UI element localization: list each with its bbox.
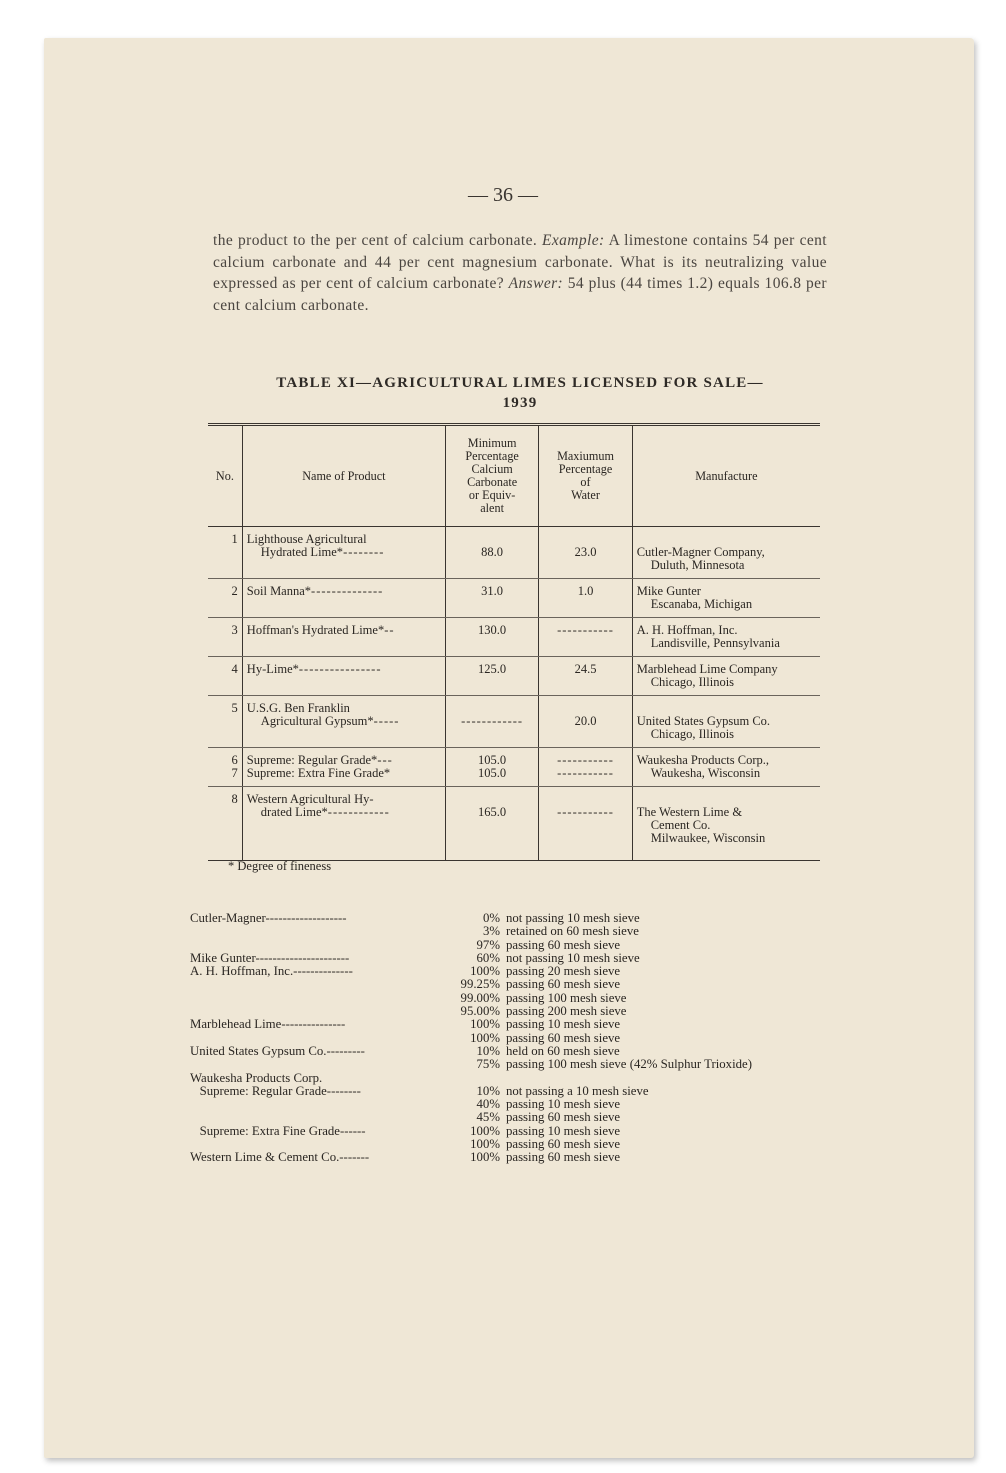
fineness-company bbox=[190, 992, 435, 1005]
table-title bbox=[205, 373, 835, 413]
manufacturer-line: Escanaba, Michigan bbox=[650, 597, 753, 611]
fineness-description: passing 60 mesh sieve bbox=[506, 1030, 621, 1045]
fineness-percent: 100% bbox=[470, 964, 500, 979]
fineness-company bbox=[190, 1032, 435, 1045]
row-calcium bbox=[445, 787, 538, 861]
manufacturer-line: Marblehead Lime Company bbox=[636, 662, 778, 676]
intro-paragraph bbox=[213, 230, 827, 316]
calcium-value: 125.0 bbox=[478, 662, 507, 676]
fineness-description: passing 10 mesh sieve bbox=[506, 1017, 621, 1032]
header-min-calcium bbox=[445, 425, 538, 527]
product-name-line: drated Lime*------------ bbox=[260, 805, 390, 819]
fineness-company: United States Gypsum Co.--------- bbox=[190, 1044, 365, 1058]
row-product-name bbox=[242, 696, 445, 748]
table-row bbox=[208, 657, 820, 696]
row-no-line: 6 bbox=[231, 753, 238, 767]
fineness-company bbox=[190, 939, 435, 952]
product-name-line: Western Agricultural Hy- bbox=[246, 792, 374, 806]
limes-table-container bbox=[208, 423, 820, 861]
fineness-row bbox=[190, 1032, 830, 1045]
fineness-percent: 100% bbox=[470, 1150, 500, 1165]
fineness-description: not passing a 10 mesh sieve bbox=[506, 1083, 649, 1098]
row-no-line: 7 bbox=[231, 766, 238, 780]
row-calcium bbox=[445, 657, 538, 696]
fineness-company bbox=[190, 978, 435, 991]
fineness-percent: 10% bbox=[476, 1043, 500, 1058]
product-name-line: Supreme: Extra Fine Grade* bbox=[246, 766, 391, 780]
calcium-value: 31.0 bbox=[481, 584, 504, 598]
fineness-company bbox=[190, 1098, 435, 1111]
row-product-name bbox=[242, 527, 445, 579]
fineness-percent: 45% bbox=[476, 1110, 500, 1125]
product-name-line: U.S.G. Ben Franklin bbox=[246, 701, 350, 715]
manufacturer-line: Mike Gunter bbox=[636, 584, 701, 598]
fineness-company bbox=[190, 1005, 435, 1018]
row-product-name bbox=[242, 579, 445, 618]
row-water bbox=[539, 527, 632, 579]
row-no: 1 bbox=[208, 527, 242, 579]
row-no: 8 bbox=[231, 792, 238, 806]
manufacturer-line: Milwaukee, Wisconsin bbox=[650, 831, 766, 845]
calcium-value: 105.0 bbox=[478, 766, 507, 780]
fineness-percent: 10% bbox=[476, 1083, 500, 1098]
fineness-row bbox=[190, 1151, 830, 1164]
calcium-value: 165.0 bbox=[478, 805, 507, 819]
fineness-description: retained on 60 mesh sieve bbox=[506, 924, 639, 939]
fineness-row bbox=[190, 1072, 830, 1085]
row-calcium bbox=[445, 527, 538, 579]
answer-label: Answer: bbox=[508, 275, 564, 292]
row-water bbox=[539, 657, 632, 696]
row-water bbox=[539, 579, 632, 618]
fineness-percent: 99.00% bbox=[460, 990, 500, 1005]
row-no: 5 bbox=[208, 696, 242, 748]
row-no bbox=[208, 748, 242, 787]
header-max-line: Percentage bbox=[558, 462, 613, 476]
row-no: 4 bbox=[208, 657, 242, 696]
fineness-description bbox=[500, 1072, 506, 1085]
fineness-row bbox=[190, 1018, 830, 1031]
row-manufacturer bbox=[632, 787, 820, 861]
fineness-percent: 100% bbox=[470, 1123, 500, 1138]
row-calcium bbox=[445, 579, 538, 618]
fineness-description: passing 60 mesh sieve bbox=[506, 937, 621, 952]
calcium-value: 130.0 bbox=[478, 623, 507, 637]
fineness-description: passing 20 mesh sieve bbox=[506, 964, 621, 979]
fineness-percent: 3% bbox=[482, 924, 500, 939]
table-title-line-2: 1939 bbox=[502, 395, 538, 411]
manufacturer-line: A. H. Hoffman, Inc. bbox=[636, 623, 738, 637]
fineness-company: Waukesha Products Corp. bbox=[190, 1071, 323, 1085]
product-name-line: Hy-Lime*---------------- bbox=[246, 662, 382, 676]
table-row bbox=[208, 579, 820, 618]
fineness-row bbox=[190, 1005, 830, 1018]
row-calcium bbox=[445, 618, 538, 657]
fineness-row bbox=[190, 992, 830, 1005]
fineness-row bbox=[190, 952, 830, 965]
intro-text-1: the product to the per cent of calcium carbonate. bbox=[213, 232, 538, 249]
table-header-row bbox=[208, 425, 820, 527]
row-manufacturer bbox=[632, 657, 820, 696]
fineness-row bbox=[190, 912, 830, 925]
product-name-line: Soil Manna*-------------- bbox=[246, 584, 384, 598]
row-manufacturer bbox=[632, 527, 820, 579]
fineness-row bbox=[190, 1045, 830, 1058]
fineness-percent: 100% bbox=[470, 1137, 500, 1152]
fineness-percent: 75% bbox=[476, 1057, 500, 1072]
fineness-row bbox=[190, 965, 830, 978]
fineness-description: passing 100 mesh sieve bbox=[506, 990, 627, 1005]
fineness-description: passing 200 mesh sieve bbox=[506, 1004, 627, 1019]
intro-text-3: 54 plus (44 times 1.2) equals 106.8 per cent calcium carbonate. bbox=[213, 275, 827, 314]
header-min-line: Calcium bbox=[471, 462, 513, 476]
header-min-line: Minimum bbox=[467, 436, 517, 450]
row-product-name bbox=[242, 787, 445, 861]
table-row bbox=[208, 696, 820, 748]
manufacturer-line: Waukesha Products Corp., bbox=[636, 753, 770, 767]
water-value: 20.0 bbox=[574, 714, 597, 728]
header-min-line: alent bbox=[480, 501, 504, 515]
manufacturer-line: Landisville, Pennsylvania bbox=[650, 636, 780, 650]
intro-text-2: A limestone contains 54 per cent calcium carbonate and 44 per cent magnesium carbonate. What is its neutralizing value expressed as per cent of calcium carbonate? bbox=[213, 232, 827, 292]
row-manufacturer bbox=[632, 618, 820, 657]
water-value: 23.0 bbox=[574, 545, 597, 559]
fineness-row bbox=[190, 1138, 830, 1151]
manufacturer-line: United States Gypsum Co. bbox=[636, 714, 771, 728]
fineness-row bbox=[190, 1098, 830, 1111]
fineness-description: held on 60 mesh sieve bbox=[506, 1043, 620, 1058]
header-max-line: Maxiumum bbox=[557, 449, 614, 463]
header-no: No. bbox=[208, 425, 242, 527]
fineness-percent: 99.25% bbox=[460, 977, 500, 992]
row-product-name bbox=[242, 618, 445, 657]
fineness-company: A. H. Hoffman, Inc.-------------- bbox=[190, 965, 353, 979]
fineness-description: not passing 10 mesh sieve bbox=[506, 950, 640, 965]
fineness-percent: 95.00% bbox=[460, 1004, 500, 1019]
fineness-percent: 40% bbox=[476, 1097, 500, 1112]
fineness-company: Cutler-Magner------------------- bbox=[190, 912, 347, 925]
fineness-description: passing 10 mesh sieve bbox=[506, 1097, 621, 1112]
fineness-company bbox=[190, 1058, 435, 1071]
manufacturer-line: Cement Co. bbox=[650, 818, 711, 832]
fineness-description: passing 60 mesh sieve bbox=[506, 1150, 621, 1165]
row-calcium bbox=[445, 748, 538, 787]
calcium-value: 88.0 bbox=[481, 545, 504, 559]
fineness-description: passing 60 mesh sieve bbox=[506, 1110, 621, 1125]
header-max-line: of bbox=[580, 475, 591, 489]
manufacturer-line: The Western Lime & bbox=[636, 805, 743, 819]
table-row bbox=[208, 787, 820, 861]
product-name-line: Hydrated Lime*-------- bbox=[260, 545, 385, 559]
row-water: ----------- bbox=[539, 787, 632, 861]
calcium-value: 105.0 bbox=[478, 753, 507, 767]
fineness-description: passing 10 mesh sieve bbox=[506, 1123, 621, 1138]
fineness-row bbox=[190, 925, 830, 938]
row-product-name bbox=[242, 657, 445, 696]
fineness-row bbox=[190, 1058, 830, 1071]
manufacturer-line: Chicago, Illinois bbox=[650, 675, 735, 689]
header-min-line: Carbonate bbox=[467, 475, 518, 489]
fineness-percent: 100% bbox=[470, 1017, 500, 1032]
fineness-percent: 0% bbox=[482, 911, 500, 925]
fineness-row bbox=[190, 1111, 830, 1124]
row-manufacturer bbox=[632, 696, 820, 748]
fineness-percent: 100% bbox=[470, 1030, 500, 1045]
fineness-row bbox=[190, 939, 830, 952]
row-product-name bbox=[242, 748, 445, 787]
manufacturer-line: Waukesha, Wisconsin bbox=[650, 766, 761, 780]
fineness-description: not passing 10 mesh sieve bbox=[506, 911, 640, 925]
header-manufacture: Manufacture bbox=[632, 425, 820, 527]
row-water bbox=[539, 696, 632, 748]
header-min-line: Percentage bbox=[465, 449, 519, 463]
manufacturer-line: Duluth, Minnesota bbox=[650, 558, 745, 572]
table-row bbox=[208, 618, 820, 657]
fineness-list bbox=[190, 912, 830, 1165]
fineness-row bbox=[190, 1125, 830, 1138]
table-title-line-1: TABLE XI—AGRICULTURAL LIMES LICENSED FOR SALE— bbox=[276, 375, 764, 391]
row-calcium: ------------ bbox=[445, 696, 538, 748]
row-no: 3 bbox=[208, 618, 242, 657]
water-value: 1.0 bbox=[577, 584, 594, 598]
header-name: Name of Product bbox=[242, 425, 445, 527]
example-label: Example: bbox=[542, 232, 605, 249]
fineness-company: Supreme: Extra Fine Grade------ bbox=[190, 1124, 366, 1138]
fineness-description: passing 60 mesh sieve bbox=[506, 1137, 621, 1152]
fineness-percent: 97% bbox=[476, 937, 500, 952]
fineness-company: Western Lime & Cement Co.------- bbox=[190, 1151, 370, 1165]
fineness-company bbox=[190, 1138, 435, 1151]
fineness-company: Supreme: Regular Grade-------- bbox=[190, 1084, 361, 1098]
fineness-percent bbox=[435, 1072, 500, 1085]
limes-table bbox=[208, 423, 820, 861]
product-name-line: Agricultural Gypsum*----- bbox=[260, 714, 400, 728]
water-value: 24.5 bbox=[574, 662, 597, 676]
fineness-row bbox=[190, 978, 830, 991]
header-min-line: or Equiv- bbox=[468, 488, 516, 502]
product-name-line: Lighthouse Agricultural bbox=[246, 532, 367, 546]
product-name-line: Supreme: Regular Grade*--- bbox=[246, 753, 393, 767]
manufacturer-line: Cutler-Magner Company, bbox=[636, 545, 765, 559]
fineness-description: passing 100 mesh sieve (42% Sulphur Trioxide) bbox=[506, 1057, 752, 1072]
row-no: 2 bbox=[208, 579, 242, 618]
fineness-percent: 60% bbox=[476, 950, 500, 965]
product-name-line: Hoffman's Hydrated Lime*-- bbox=[246, 623, 395, 637]
fineness-description: passing 60 mesh sieve bbox=[506, 977, 621, 992]
page-number: — 36 — bbox=[468, 184, 538, 206]
row-manufacturer bbox=[632, 748, 820, 787]
fineness-company bbox=[190, 925, 435, 938]
table-row bbox=[208, 527, 820, 579]
row-water: ----------- bbox=[539, 618, 632, 657]
fineness-company: Mike Gunter---------------------- bbox=[190, 951, 350, 965]
row-manufacturer bbox=[632, 579, 820, 618]
fineness-company bbox=[190, 1111, 435, 1124]
manufacturer-line: Chicago, Illinois bbox=[650, 727, 735, 741]
header-max-line: Water bbox=[571, 488, 600, 502]
header-max-water bbox=[539, 425, 632, 527]
table-row bbox=[208, 748, 820, 787]
fineness-row bbox=[190, 1085, 830, 1098]
table-footnote: * Degree of fineness bbox=[228, 859, 332, 873]
row-water: ----------- ----------- bbox=[539, 748, 632, 787]
fineness-company: Marblehead Lime--------------- bbox=[190, 1018, 346, 1032]
